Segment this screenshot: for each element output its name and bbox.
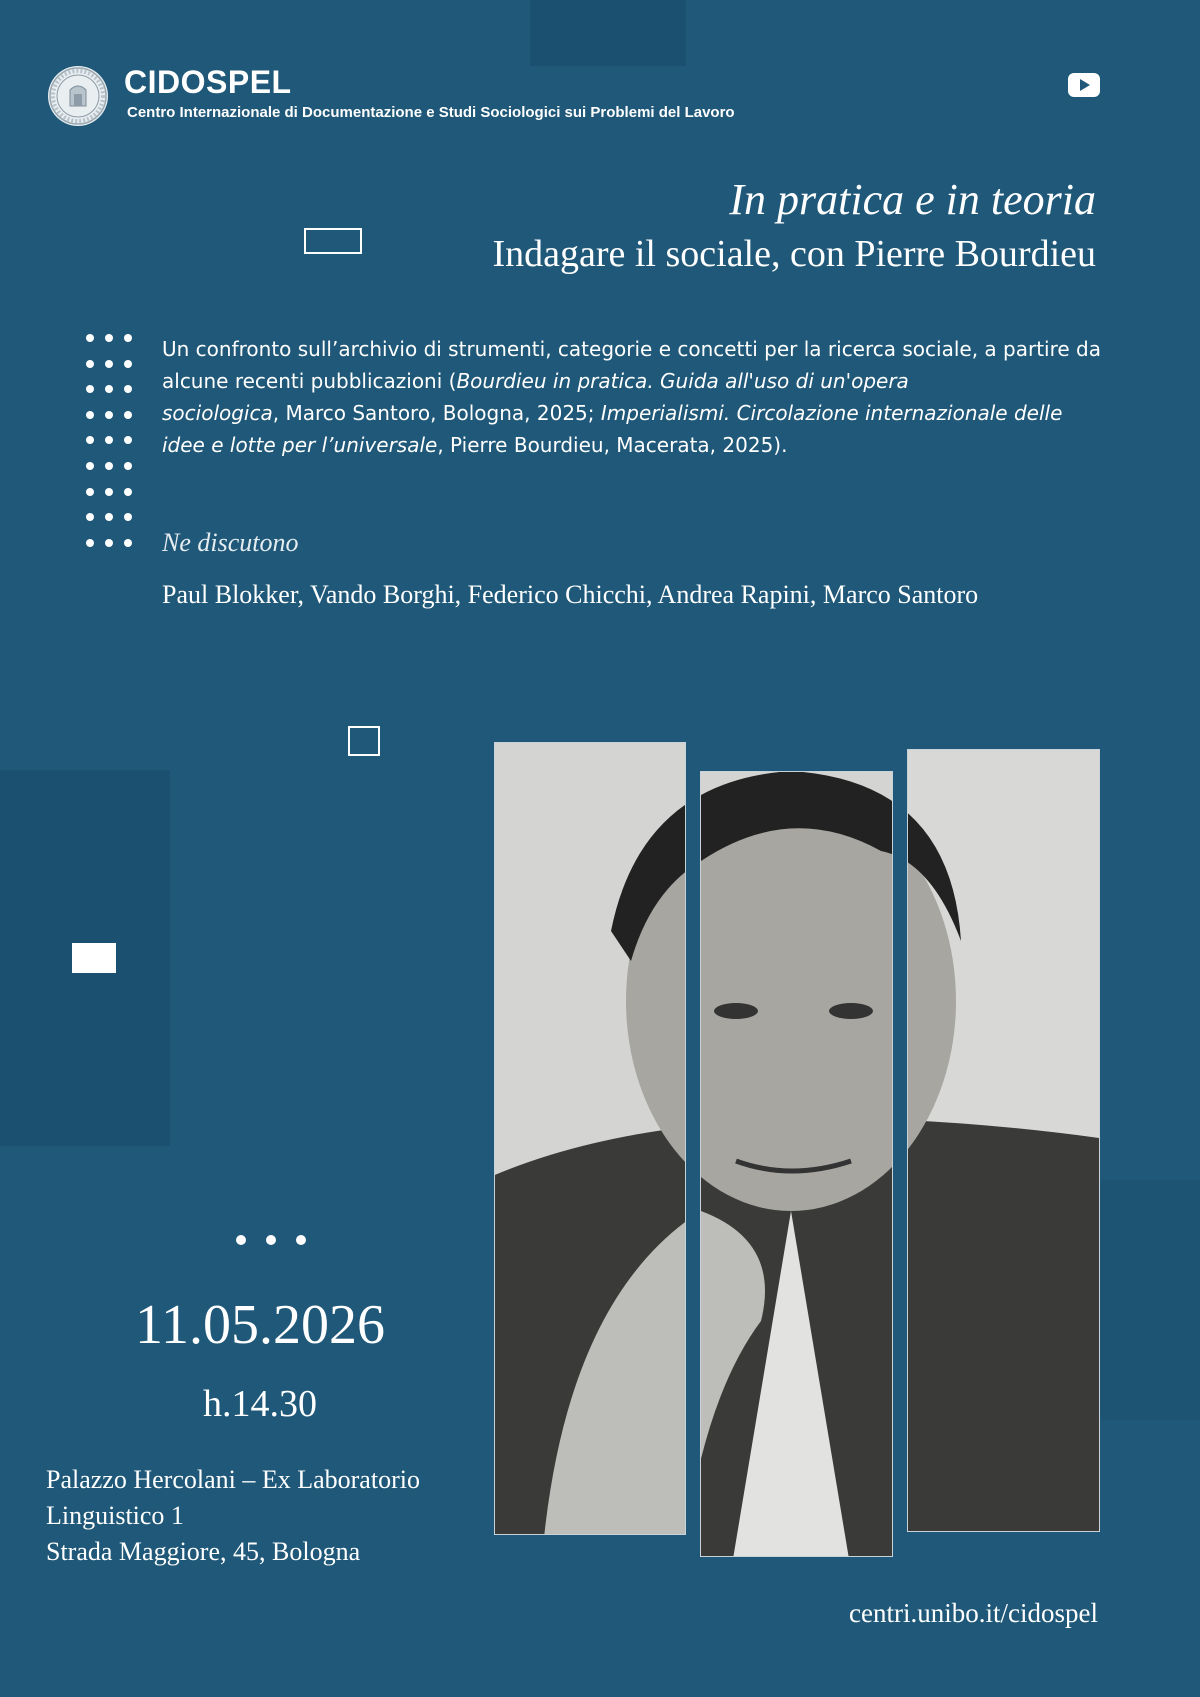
portrait-photo-strip-right [907,749,1100,1532]
decorative-outline-rectangle [304,228,362,254]
description-text: Un confronto sull’archivio di strumenti, categorie e concetti per la ricerca sociale, a partire da [162,337,1102,361]
decorative-outline-square [348,726,380,756]
decorative-dot-row [236,1235,306,1245]
venue-line: Strada Maggiore, 45, Bologna [46,1537,361,1566]
event-venue [46,1462,420,1570]
discussants-label: Ne discutono [162,528,299,557]
youtube-icon[interactable] [1068,73,1100,97]
website-link[interactable]: centri.unibo.it/cidospel [849,1598,1098,1628]
description-text: , Pierre Bourdieu, Macerata, 2025). [437,433,788,457]
description-text: alcune recenti pubblicazioni ( [162,369,457,393]
decorative-panel-top [530,0,686,66]
event-date: 11.05.2026 [135,1294,385,1356]
decorative-dot-grid [86,334,134,547]
event-title-italic: In pratica e in teoria [729,175,1096,224]
portrait-photo-strip-left [494,742,686,1535]
event-title: Indagare il sociale, con Pierre Bourdieu [492,233,1096,275]
book-title: Imperialismi. Circolazione internazionale delle idee e lotte per l’universale [162,401,1063,457]
venue-line: Linguistico 1 [46,1501,184,1530]
event-description [162,333,1102,461]
brand-name: CIDOSPEL [124,64,292,100]
description-text: , Marco Santoro, Bologna, 2025; [272,401,601,425]
discussants-list: Paul Blokker, Vando Borghi, Federico Chicchi, Andrea Rapini, Marco Santoro [162,580,979,609]
book-title: Bourdieu in pratica. Guida all'uso di un'opera sociologica [162,369,909,425]
university-seal-icon [48,66,108,126]
portrait-photo-strip-center [700,771,893,1557]
brand-subtitle: Centro Internazionale di Documentazione e Studi Sociologici sui Problemi del Lavoro [127,104,735,121]
event-time: h.14.30 [203,1383,317,1425]
decorative-solid-rectangle [72,943,116,973]
venue-line: Palazzo Hercolani – Ex Laboratorio [46,1465,420,1494]
decorative-panel-right [1100,1180,1200,1420]
